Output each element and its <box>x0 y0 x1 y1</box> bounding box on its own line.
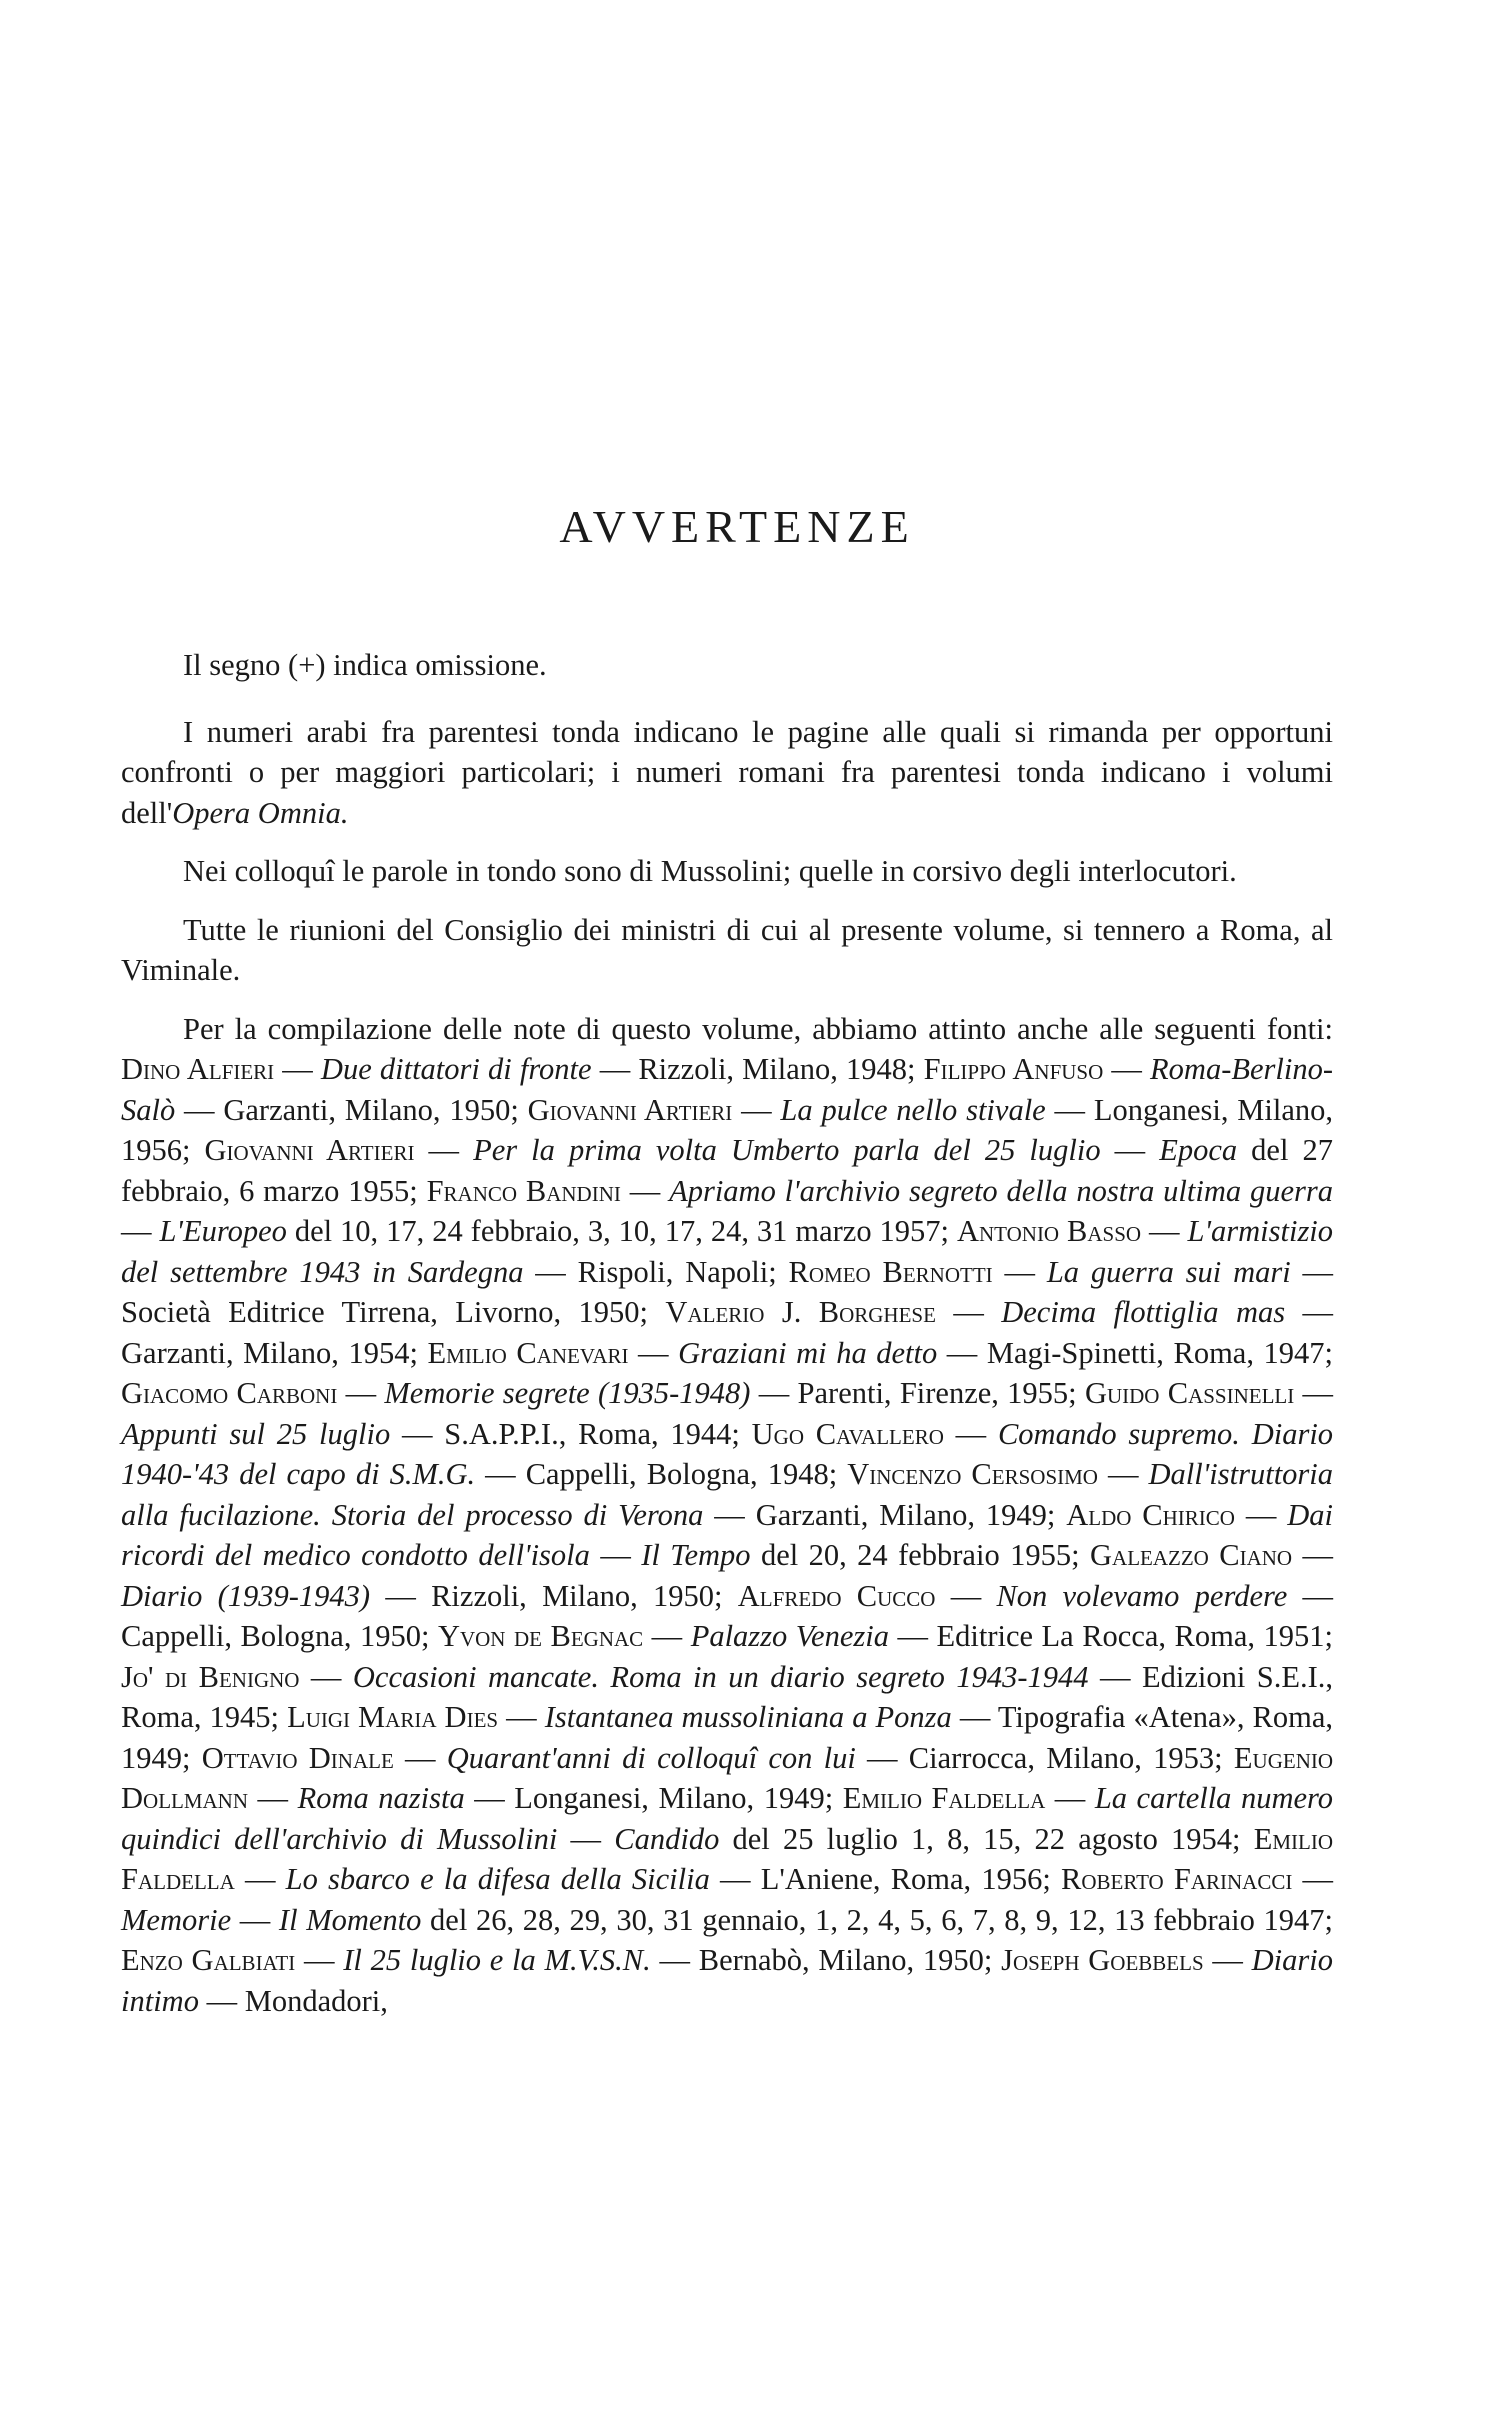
source-title: Diario intimo <box>121 1943 1333 2018</box>
source-publisher: Magi-Spinetti, Roma, 1947; <box>986 1335 1334 1370</box>
source-title: Non volevamo perdere <box>996 1578 1288 1613</box>
page <box>121 500 1333 2039</box>
source-entry: Giacomo Carboni — Memorie segrete (1935-1948) — Parenti, Firenze, 1955; <box>121 1376 1085 1410</box>
source-author: Galeazzo Ciano <box>1090 1538 1293 1572</box>
source-title: Istantanea mussoliniana a Ponza <box>544 1700 952 1734</box>
source-publisher: Garzanti, Milano, 1949; <box>755 1497 1067 1532</box>
source-publisher: Tipografia «Atena», Roma, 1949; <box>121 1700 1333 1775</box>
source-publisher: Garzanti, Milano, 1950; <box>223 1092 528 1127</box>
source-publisher: del 26, 28, 29, 30, 31 gennaio, 1, 2, 4, 5, 6, 7, 8, 9, 12, 13 febbraio 1947; <box>421 1902 1333 1937</box>
source-publisher: Rizzoli, Milano, 1950; <box>431 1578 738 1613</box>
note-numbers-text: I numeri arabi fra parentesi tonda indicano le pagine alle quali si rimanda per opportuni confronti o per maggiori particolari; i numeri romani fra parentesi tonda indicano i volumi dell' <box>121 714 1333 830</box>
sources-paragraph <box>121 1009 1333 2022</box>
source-author: Giovanni Artieri <box>204 1133 415 1167</box>
source-entry: Filippo Anfuso — Roma-Berlino-Salò — Garzanti, Milano, 1950; <box>121 1052 1334 1127</box>
source-title: Dall'istruttoria alla fucilazione. Storia del processo di Verona <box>121 1457 1334 1532</box>
source-author: Enzo Galbiati <box>121 1943 296 1977</box>
source-publisher: Longanesi, Milano, 1956; <box>121 1092 1334 1167</box>
source-author: Antonio Basso <box>956 1214 1142 1248</box>
source-entry: Alfredo Cucco — Non volevamo perdere — Cappelli, Bologna, 1950; <box>121 1578 1334 1653</box>
source-publisher: Parenti, Firenze, 1955; <box>797 1376 1085 1410</box>
source-title: Decima flottiglia mas <box>1001 1295 1286 1329</box>
source-periodical: Il Momento <box>278 1902 422 1937</box>
source-title: La cartella numero quindici dell'archivio di Mussolini <box>121 1781 1334 1856</box>
source-author: Luigi Maria Dies <box>287 1700 499 1734</box>
source-author: Guido Cassinelli <box>1084 1376 1295 1410</box>
source-publisher: Ciarrocca, Milano, 1953; <box>908 1740 1234 1775</box>
source-entry: Roberto Farinacci — Memorie — Il Momento del 26, 28, 29, 30, 31 gennaio, 1, 2, 4, 5, 6, 7, 8, 9, 12, 13 febbraio 1947; <box>121 1862 1334 1937</box>
source-author: Vincenzo Cersosimo <box>847 1457 1098 1491</box>
source-entry: Guido Cassinelli — Appunti sul 25 luglio — S.A.P.P.I., Roma, 1944; <box>121 1376 1334 1451</box>
source-entry: Franco Bandini — Apriamo l'archivio segreto della nostra ultima guerra — L'Europeo del 10, 17, 24 febbraio, 3, 10, 17, 24, 31 marzo 1957; <box>121 1173 1333 1248</box>
source-title: Comando supremo. Diario 1940-'43 del capo di S.M.G. <box>121 1416 1334 1491</box>
source-entry: Yvon de Begnac — Palazzo Venezia — Editrice La Rocca, Roma, 1951; <box>437 1619 1334 1653</box>
source-periodical: L'Europeo <box>159 1214 287 1248</box>
source-title: Memorie segrete (1935-1948) <box>384 1376 751 1410</box>
source-entry: Ottavio Dinale — Quarant'anni di colloquî con lui — Ciarrocca, Milano, 1953; <box>201 1740 1234 1775</box>
sources-intro: Per la compilazione delle note di questo volume, abbiamo attinto anche alle seguenti fonti: <box>183 1011 1333 1046</box>
source-entry: Emilio Canevari — Graziani mi ha detto — Magi-Spinetti, Roma, 1947; <box>427 1335 1334 1370</box>
source-publisher: S.A.P.P.I., Roma, 1944; <box>444 1416 752 1451</box>
source-entry: Galeazzo Ciano — Diario (1939-1943) — Rizzoli, Milano, 1950; <box>121 1538 1334 1613</box>
source-author: Jo' di Benigno <box>121 1659 300 1694</box>
source-periodical: Il Tempo <box>641 1538 751 1572</box>
source-title: Diario (1939-1943) <box>121 1578 371 1613</box>
source-author: Roberto Farinacci <box>1061 1862 1293 1896</box>
note-omission: Il segno (+) indica omissione. <box>183 648 547 682</box>
source-entry: Vincenzo Cersosimo — Dall'istruttoria alla fucilazione. Storia del processo di Verona — Garzanti, Milano, 1949; <box>121 1457 1334 1532</box>
source-title: La guerra sui mari <box>1046 1254 1291 1289</box>
source-entry: Emilio Faldella — La cartella numero quindici dell'archivio di Mussolini — Candido del 25 luglio 1, 8, 15, 22 agosto 1954; <box>121 1781 1334 1856</box>
source-author: Franco Bandini <box>426 1173 621 1208</box>
source-title: Per la prima volta Umberto parla del 25 luglio <box>473 1133 1101 1167</box>
source-title: Dai ricordi del medico condotto dell'isola <box>121 1497 1334 1572</box>
source-author: Emilio Canevari <box>427 1335 629 1370</box>
source-entry: Romeo Bernotti — La guerra sui mari — Società Editrice Tirrena, Livorno, 1950; <box>121 1254 1334 1329</box>
source-entry: Giovanni Artieri — La pulce nello stivale — Longanesi, Milano, 1956; <box>121 1092 1334 1167</box>
source-author: Ugo Cavallero <box>751 1416 944 1451</box>
source-periodical: Candido <box>614 1821 720 1856</box>
source-author: Emilio Faldella <box>121 1821 1333 1896</box>
source-title: Roma nazista <box>297 1781 465 1815</box>
source-author: Valerio J. Borghese <box>665 1295 936 1329</box>
source-title: Appunti sul 25 luglio <box>121 1416 391 1451</box>
source-author: Ottavio Dinale <box>201 1740 394 1775</box>
source-author: Giovanni Artieri <box>527 1092 733 1127</box>
source-entry: Enzo Galbiati — Il 25 luglio e la M.V.S.N. — Bernabò, Milano, 1950; <box>121 1943 1002 1977</box>
source-publisher: Cappelli, Bologna, 1950; <box>121 1619 438 1653</box>
source-author: Aldo Chirico <box>1066 1497 1235 1532</box>
source-author: Filippo Anfuso <box>923 1052 1104 1086</box>
source-entry: Valerio J. Borghese — Decima flottiglia mas — Garzanti, Milano, 1954; <box>121 1295 1334 1370</box>
source-publisher: del 25 luglio 1, 8, 15, 22 agosto 1954; <box>719 1821 1254 1856</box>
source-author: Alfredo Cucco <box>737 1578 936 1613</box>
source-author: Giacomo Carboni <box>121 1376 338 1410</box>
source-author: Dino Alfieri <box>121 1052 275 1086</box>
source-entry: Emilio Faldella — Lo sbarco e la difesa della Sicilia — L'Aniene, Roma, 1956; <box>121 1821 1333 1896</box>
source-publisher: Cappelli, Bologna, 1948; <box>525 1457 848 1491</box>
source-title: Graziani mi ha detto <box>678 1335 938 1370</box>
source-title: La pulce nello stivale <box>780 1092 1046 1127</box>
source-title: Apriamo l'archivio segreto della nostra ultima guerra <box>669 1173 1333 1208</box>
source-title: L'armistizio del settembre 1943 in Sardegna <box>121 1214 1334 1289</box>
source-title: Roma-Berlino-Salò <box>121 1052 1334 1127</box>
source-title: Occasioni mancate. Roma in un diario segreto 1943-1944 <box>352 1659 1089 1694</box>
source-author: Eugenio Dollmann <box>121 1740 1334 1815</box>
source-entry: Ugo Cavallero — Comando supremo. Diario 1940-'43 del capo di S.M.G. — Cappelli, Bologna, 1948; <box>121 1416 1334 1491</box>
source-publisher: del 10, 17, 24 febbraio, 3, 10, 17, 24, 31 marzo 1957; <box>286 1214 957 1248</box>
source-publisher: Bernabò, Milano, 1950; <box>698 1943 1002 1977</box>
page-title: AVVERTENZE <box>559 501 915 552</box>
note-numbers-italic: Opera Omnia. <box>172 795 349 830</box>
source-entry: Luigi Maria Dies — Istantanea mussoliniana a Ponza — Tipografia «Atena», Roma, 1949; <box>121 1700 1333 1775</box>
source-title: Palazzo Venezia <box>690 1619 889 1653</box>
source-publisher: del 27 febbraio, 6 marzo 1955; <box>121 1133 1333 1208</box>
note-numbers <box>121 712 1333 834</box>
source-publisher: del 20, 24 febbraio 1955; <box>750 1538 1090 1572</box>
source-entry: Joseph Goebbels — Diario intimo — Mondadori, <box>121 1943 1333 2018</box>
source-author: Joseph Goebbels <box>1001 1943 1204 1977</box>
note-colloqui: Nei colloquî le parole in tondo sono di Mussolini; quelle in corsivo degli interlocutori. <box>183 854 1237 888</box>
source-title: Lo sbarco e la difesa della Sicilia <box>285 1862 710 1896</box>
source-author: Romeo Bernotti <box>788 1254 993 1289</box>
source-entry: Antonio Basso — L'armistizio del settembre 1943 in Sardegna — Rispoli, Napoli; <box>121 1214 1334 1289</box>
source-author: Yvon de Begnac <box>437 1619 644 1653</box>
source-publisher: Longanesi, Milano, 1949; <box>514 1781 843 1815</box>
source-title: Memorie <box>121 1902 232 1937</box>
source-entry: Aldo Chirico — Dai ricordi del medico condotto dell'isola — Il Tempo del 20, 24 febbraio 1955; <box>121 1497 1334 1572</box>
source-entry: Giovanni Artieri — Per la prima volta Umberto parla del 25 luglio — Epoca del 27 febbraio, 6 marzo 1955; <box>121 1133 1333 1208</box>
source-publisher: Società Editrice Tirrena, Livorno, 1950; <box>121 1295 666 1329</box>
source-publisher: Edizioni S.E.I., Roma, 1945; <box>121 1659 1334 1734</box>
source-publisher: Garzanti, Milano, 1954; <box>121 1335 428 1370</box>
source-author: Emilio Faldella <box>842 1781 1046 1815</box>
source-entry: Eugenio Dollmann — Roma nazista — Longanesi, Milano, 1949; <box>121 1740 1334 1815</box>
source-entry: Jo' di Benigno — Occasioni mancate. Roma in un diario segreto 1943-1944 — Edizioni S.E.I., Roma, 1945; <box>121 1659 1334 1734</box>
source-title: Quarant'anni di colloquî con lui <box>446 1740 856 1775</box>
source-publisher: Mondadori, <box>244 1983 388 2018</box>
source-title: Il 25 luglio e la M.V.S.N. <box>343 1943 651 1977</box>
source-publisher: Rizzoli, Milano, 1948; <box>638 1052 924 1086</box>
source-publisher: L'Aniene, Roma, 1956; <box>760 1862 1062 1896</box>
note-riunioni: Tutte le riunioni del Consiglio dei ministri di cui al presente volume, si tennero a Roma, al Viminale. <box>121 912 1333 987</box>
source-periodical: Epoca <box>1159 1133 1238 1167</box>
source-publisher: Editrice La Rocca, Roma, 1951; <box>936 1619 1334 1653</box>
source-title: Due dittatori di fronte <box>320 1052 592 1086</box>
source-publisher: Rispoli, Napoli; <box>577 1254 789 1289</box>
source-entry: Dino Alfieri — Due dittatori di fronte — Rizzoli, Milano, 1948; <box>121 1052 924 1086</box>
